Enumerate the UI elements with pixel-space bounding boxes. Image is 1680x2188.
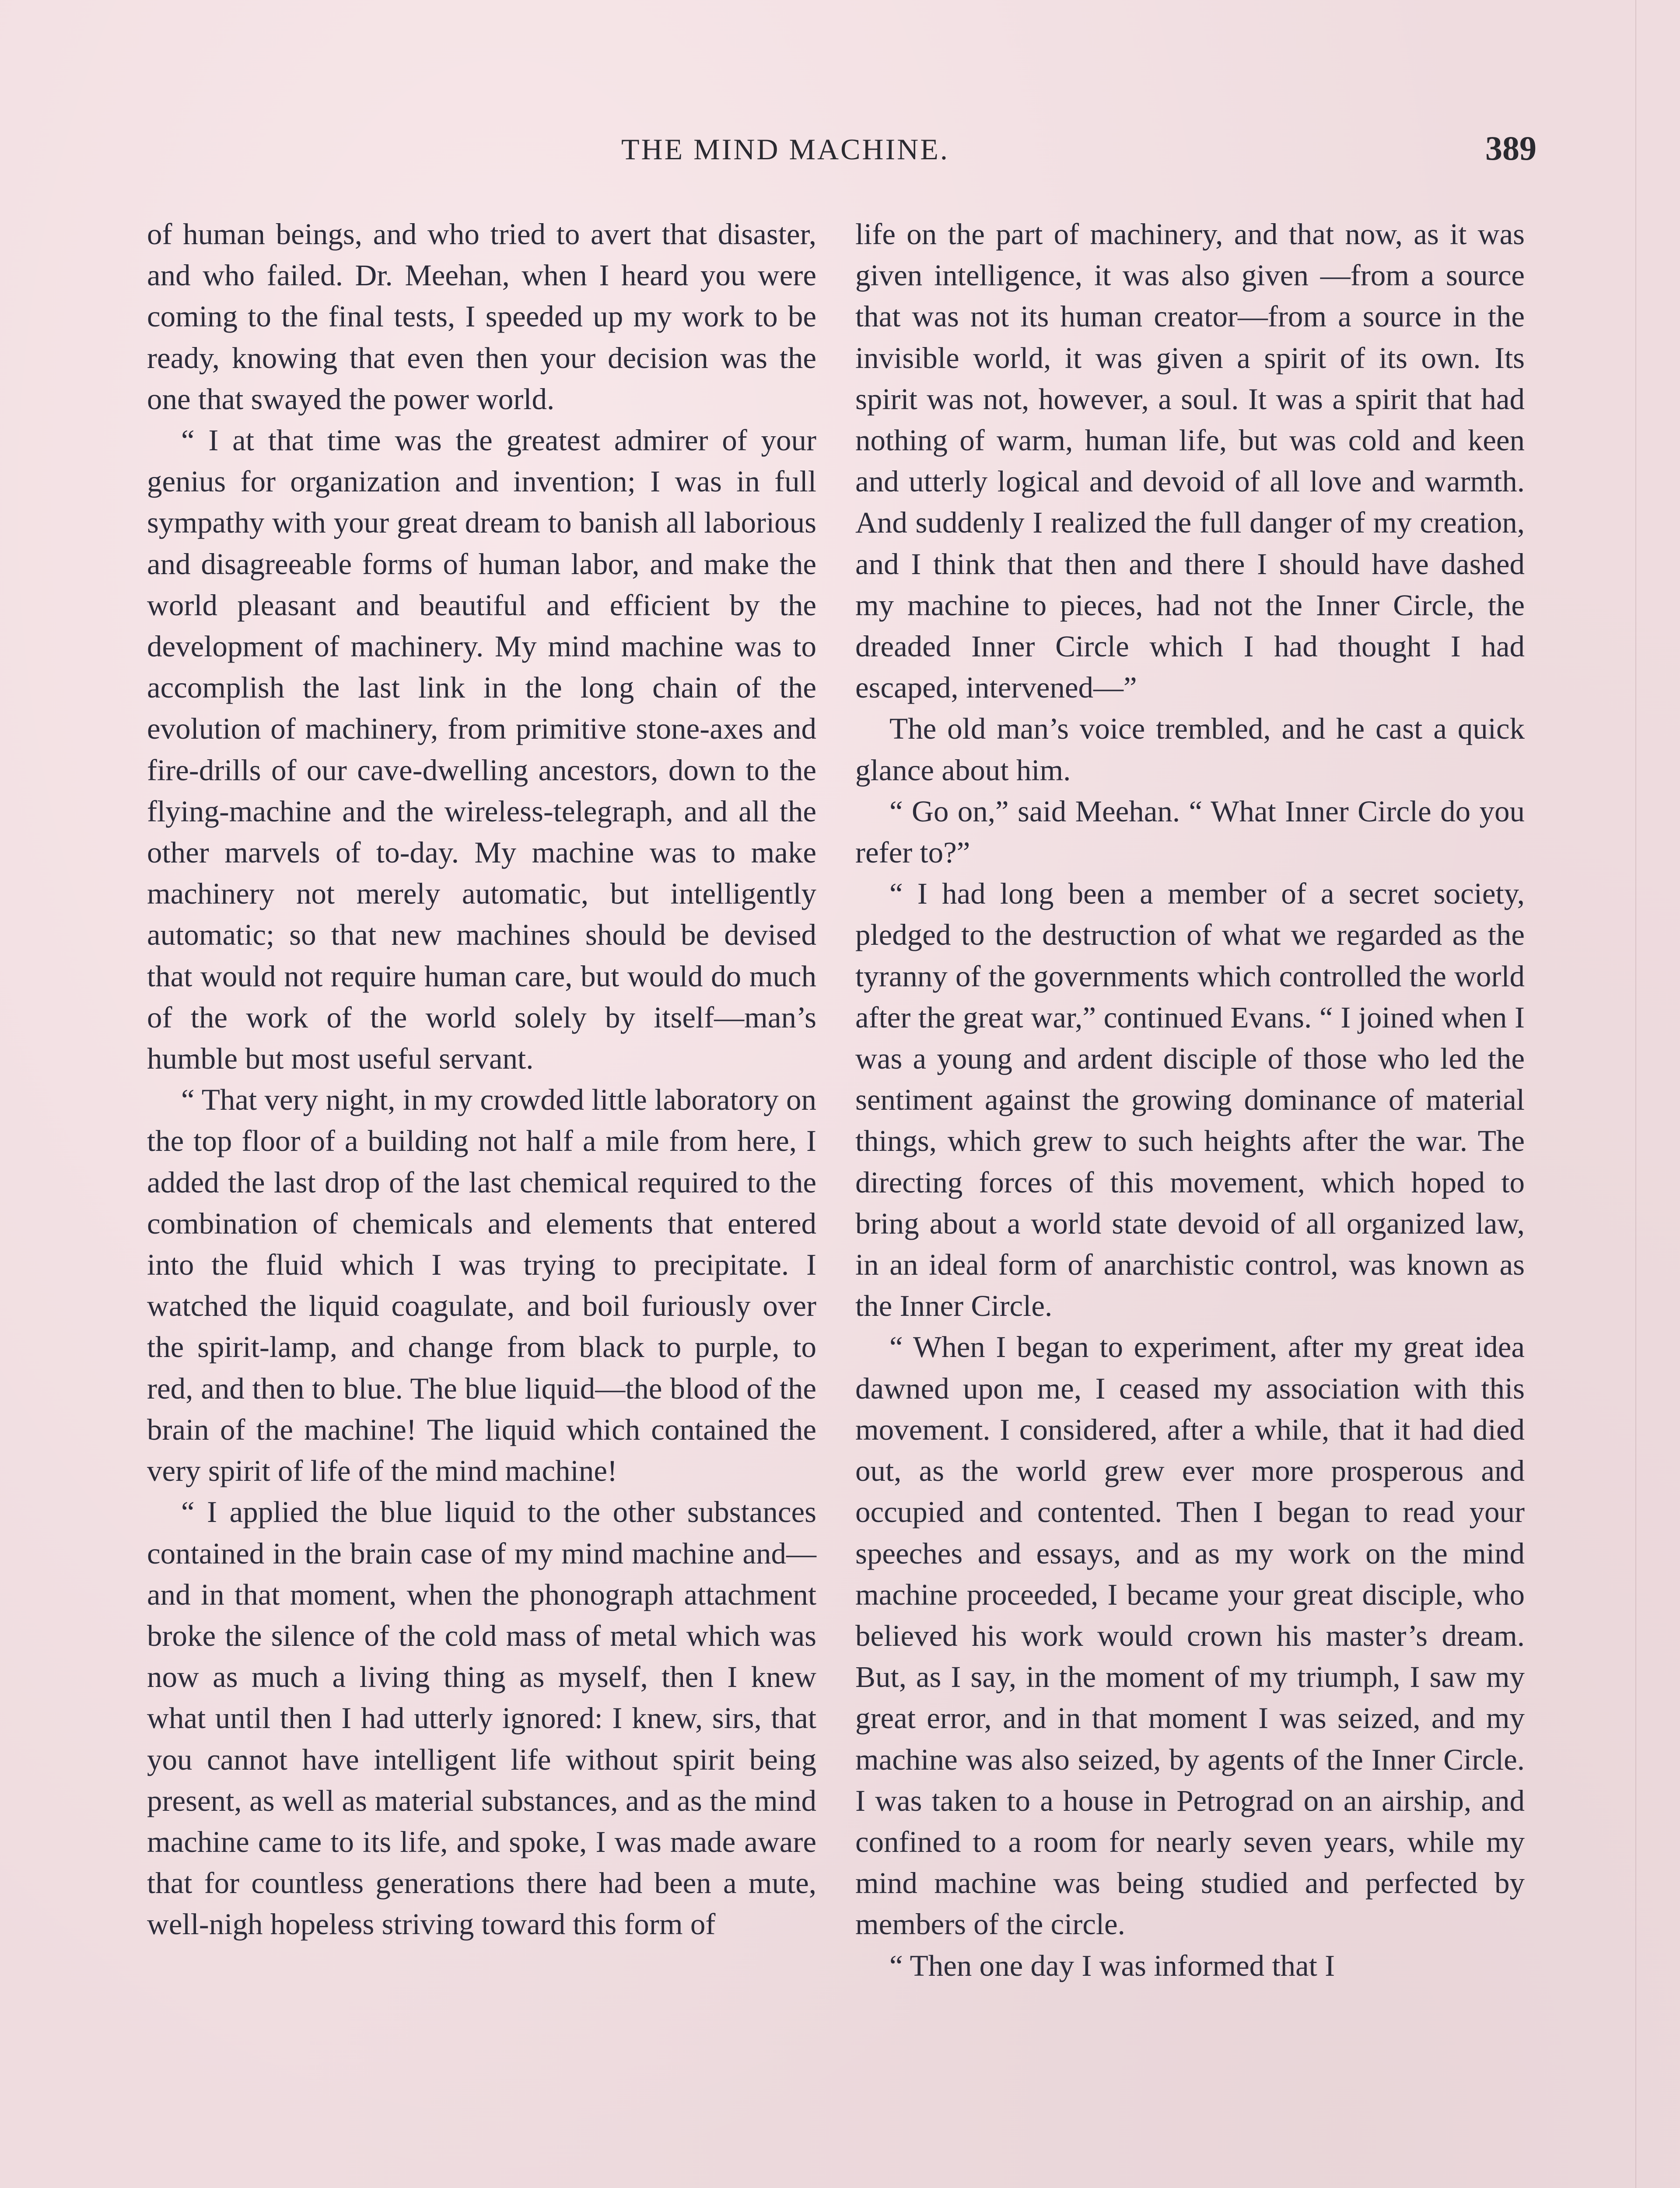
page-header — [0, 129, 1680, 180]
page-edge-shadow — [1635, 0, 1636, 2188]
paragraph: “ Go on,” said Meehan. “ What Inner Circle do you refer to?” — [855, 794, 1525, 870]
paragraph: of human beings, and who tried to avert that disaster, and who failed. Dr. Meehan, when I heard you were coming to the final tests, I speeded up my work to be ready, knowing that even then your decision was the one that swayed the power world. — [147, 217, 816, 416]
paragraph: “ I applied the blue liquid to the other substances contained in the brain case of my mind machine and—and in that moment, when the phonograph attachment broke the silence of the cold mass of metal which was now as much a living thing as myself, then I knew what until then I had utterly ignored: I knew, sirs, that you cannot have intelligent life without spirit being present, as well as material substances, and as the mind machine came to its life, and spoke, I was made aware that for countless generations there had been a mute, well-nigh hopeless striving toward this form of — [147, 1495, 816, 1941]
paragraph: “ I at that time was the greatest admirer of your genius for organization and invention; I was in full sympathy with your great dream to banish all laborious and disagreeable forms of human labor, and make the world pleasant and beautiful and efficient by the development of machinery. My mind machine was to accomplish the last link in the long chain of the evolution of machinery, from primitive stone-axes and fire-drills of our cave-dwelling ancestors, down to the flying-machine and the wireless-telegraph, and all the other marvels of to-day. My machine was to make machinery not merely automatic, but intelligently automatic; so that new machines should be devised that would not require human care, but would do much of the work of the world solely by itself—man’s humble but most useful servant. — [147, 424, 816, 1076]
paragraph: “ When I began to experiment, after my great idea dawned upon me, I ceased my association with this movement. I considered, after a while, that it had died out, as the world grew ever more prosperous and occupied and contented. Then I began to read your speeches and essays, and as my work on the mind machine proceeded, I became your great disciple, who believed his work would crown his master’s dream. But, as I say, in the moment of my triumph, I saw my great error, and in that moment I was seized, and my machine was also seized, by agents of the Inner Circle. I was taken to a house in Petrograd on an airship, and confined to a room for nearly seven years, while my mind machine was being studied and perfected by members of the circle. — [855, 1330, 1525, 1941]
paragraph: life on the part of machinery, and that now, as it was given intelligence, it was also given —from a source that was not its human creator—from a source in the invisible world, it was given a spirit of its own. Its spirit was not, however, a soul. It was a spirit that had nothing of warm, human life, but was cold and keen and utterly logical and devoid of all love and warmth. And suddenly I realized the full danger of my creation, and I think that then and there I should have dashed my machine to pieces, had not the Inner Circle, the dreaded Inner Circle which I had thought I had escaped, intervened—” — [855, 217, 1525, 705]
page-number: 389 — [1485, 129, 1536, 167]
paragraph: “ I had long been a member of a secret society, pledged to the destruction of what we regarded as the tyranny of the governments which controlled the world after the great war,” continued Evans. “ I joined when I was a young and ardent disciple of those who led the sentiment against the growing dominance of material things, which grew to such heights after the war. The directing forces of this movement, which hoped to bring about a world state devoid of all organized law, in an ideal form of anarchistic control, was known as the Inner Circle. — [855, 877, 1525, 1323]
left-column — [147, 214, 816, 1945]
running-title: THE MIND MACHINE. — [621, 133, 949, 166]
paragraph: The old man’s voice trembled, and he cast a quick glance about him. — [855, 712, 1525, 787]
paragraph: “ Then one day I was informed that I — [889, 1949, 1335, 1982]
right-column — [855, 214, 1525, 1986]
paragraph: “ That very night, in my crowded little laboratory on the top floor of a building not half a mile from here, I added the last drop of the last chemical required to the combination of chemicals and elements that entered into the fluid which I was trying to precipitate. I watched the liquid coagulate, and boil furiously over the spirit-lamp, and change from black to purple, to red, and then to blue. The blue liquid—the blood of the brain of the machine! The liquid which contained the very spirit of life of the mind machine! — [147, 1083, 816, 1488]
